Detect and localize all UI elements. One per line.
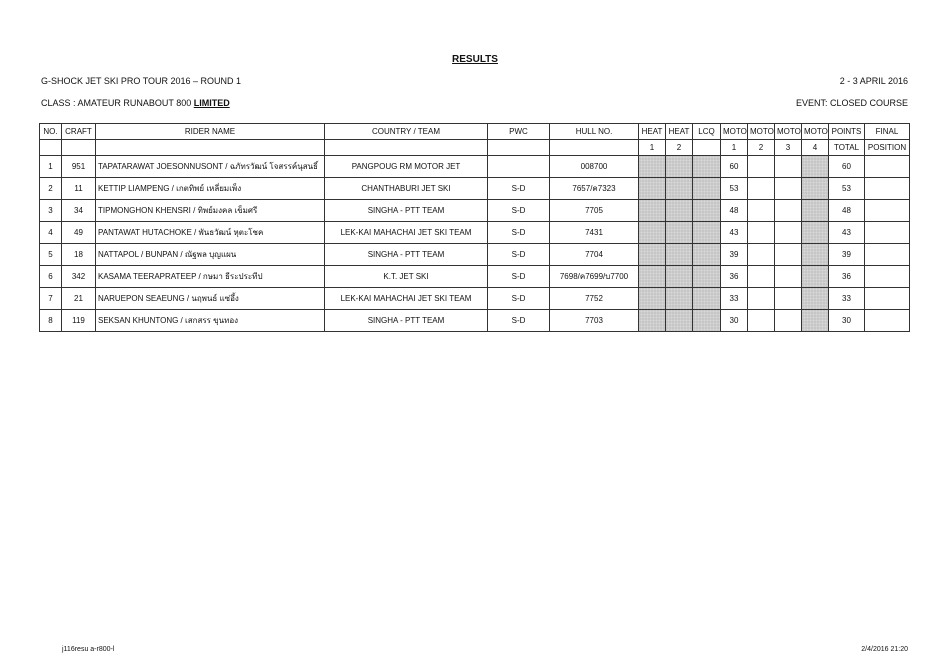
cell-rider: NARUEPON SEAEUNG / นฤพนธ์ แซ่อึ้ง: [96, 288, 325, 310]
cell-moto2: [748, 288, 775, 310]
col-header-country-team-sub: [325, 140, 488, 156]
col-header-craft: CRAFT: [62, 124, 96, 140]
col-header-moto-3-sub: 3: [775, 140, 802, 156]
col-header-moto-4: MOTO: [802, 124, 829, 140]
cell-heat2: [666, 266, 693, 288]
cell-moto2: [748, 178, 775, 200]
cell-no: 3: [40, 200, 62, 222]
cell-points: 48: [829, 200, 865, 222]
results-title: RESULTS: [452, 54, 498, 65]
cell-moto4: [802, 178, 829, 200]
cell-craft: 18: [62, 244, 96, 266]
col-header-no: NO.: [40, 124, 62, 140]
col-header-moto-2-sub: 2: [748, 140, 775, 156]
cell-hull: 7704: [550, 244, 639, 266]
cell-moto1: 43: [721, 222, 748, 244]
cell-final: [865, 178, 910, 200]
cell-final: [865, 156, 910, 178]
col-header-craft-sub: [62, 140, 96, 156]
cell-points: 30: [829, 310, 865, 332]
col-header-hull-no: HULL NO.: [550, 124, 639, 140]
cell-heat1: [639, 288, 666, 310]
cell-craft: 21: [62, 288, 96, 310]
col-header-rider-name-sub: [96, 140, 325, 156]
cell-heat1: [639, 200, 666, 222]
cell-craft: 11: [62, 178, 96, 200]
cell-team: LEK-KAI MAHACHAI JET SKI TEAM: [325, 222, 488, 244]
cell-hull: 7752: [550, 288, 639, 310]
cell-heat1: [639, 244, 666, 266]
cell-moto2: [748, 200, 775, 222]
table-row: [40, 156, 910, 178]
cell-rider: PANTAWAT HUTACHOKE / พันธวัฒน์ หุตะโชค: [96, 222, 325, 244]
cell-heat1: [639, 178, 666, 200]
cell-moto1: 30: [721, 310, 748, 332]
cell-no: 4: [40, 222, 62, 244]
cell-pwc: S-D: [488, 200, 550, 222]
cell-rider: TIPMONGHON KHENSRI / ทิพย์มงคล เข็มศรี: [96, 200, 325, 222]
cell-moto4: [802, 156, 829, 178]
cell-points: 33: [829, 288, 865, 310]
cell-heat1: [639, 310, 666, 332]
col-header-pwc-sub: [488, 140, 550, 156]
results-table: [39, 123, 910, 332]
table-row: [40, 222, 910, 244]
cell-moto1: 33: [721, 288, 748, 310]
cell-final: [865, 288, 910, 310]
cell-craft: 119: [62, 310, 96, 332]
cell-heat2: [666, 178, 693, 200]
table-row: [40, 200, 910, 222]
cell-points: 43: [829, 222, 865, 244]
cell-moto4: [802, 222, 829, 244]
cell-hull: 7657/ค7323: [550, 178, 639, 200]
cell-lcq: [693, 244, 721, 266]
cell-lcq: [693, 310, 721, 332]
cell-craft: 951: [62, 156, 96, 178]
cell-moto1: 53: [721, 178, 748, 200]
col-header-final-position: FINAL: [865, 124, 910, 140]
cell-heat2: [666, 200, 693, 222]
cell-no: 8: [40, 310, 62, 332]
cell-final: [865, 266, 910, 288]
header-row-1: [40, 124, 910, 140]
race-class: [41, 98, 230, 108]
col-header-moto-4-sub: 4: [802, 140, 829, 156]
cell-moto3: [775, 310, 802, 332]
col-header-moto-2: MOTO: [748, 124, 775, 140]
col-header-heat-2-sub: 2: [666, 140, 693, 156]
cell-lcq: [693, 178, 721, 200]
cell-hull: 7705: [550, 200, 639, 222]
footer-file: j116resu a-r800-l: [62, 646, 115, 653]
cell-heat1: [639, 156, 666, 178]
col-header-pwc: PWC: [488, 124, 550, 140]
col-header-moto-1: MOTO: [721, 124, 748, 140]
cell-pwc: [488, 156, 550, 178]
cell-moto4: [802, 288, 829, 310]
table-row: [40, 288, 910, 310]
cell-moto1: 48: [721, 200, 748, 222]
cell-heat2: [666, 288, 693, 310]
col-header-heat-1: HEAT: [639, 124, 666, 140]
cell-final: [865, 200, 910, 222]
col-header-rider-name: RIDER NAME: [96, 124, 325, 140]
cell-hull: 008700: [550, 156, 639, 178]
col-header-heat-2: HEAT: [666, 124, 693, 140]
cell-lcq: [693, 266, 721, 288]
col-header-hull-no-sub: [550, 140, 639, 156]
cell-moto3: [775, 156, 802, 178]
cell-team: SINGHA - PTT TEAM: [325, 200, 488, 222]
cell-pwc: S-D: [488, 244, 550, 266]
col-header-lcq: LCQ: [693, 124, 721, 140]
cell-rider: SEKSAN KHUNTONG / เสกสรร ขุนทอง: [96, 310, 325, 332]
cell-moto1: 36: [721, 266, 748, 288]
cell-no: 1: [40, 156, 62, 178]
race-class-limited: LIMITED: [193, 98, 230, 108]
cell-craft: 342: [62, 266, 96, 288]
cell-pwc: S-D: [488, 266, 550, 288]
cell-points: 53: [829, 178, 865, 200]
col-header-lcq-sub: [693, 140, 721, 156]
cell-heat1: [639, 222, 666, 244]
cell-moto4: [802, 310, 829, 332]
table-header: [40, 124, 910, 156]
col-header-moto-1-sub: 1: [721, 140, 748, 156]
cell-moto2: [748, 266, 775, 288]
cell-moto3: [775, 178, 802, 200]
cell-moto3: [775, 288, 802, 310]
cell-hull: 7431: [550, 222, 639, 244]
col-header-points-total: POINTS: [829, 124, 865, 140]
cell-moto3: [775, 266, 802, 288]
col-header-heat-1-sub: 1: [639, 140, 666, 156]
cell-moto2: [748, 222, 775, 244]
cell-moto1: 39: [721, 244, 748, 266]
cell-hull: 7703: [550, 310, 639, 332]
cell-moto2: [748, 244, 775, 266]
table-row: [40, 310, 910, 332]
cell-final: [865, 244, 910, 266]
cell-team: SINGHA - PTT TEAM: [325, 310, 488, 332]
table-row: [40, 244, 910, 266]
table-row: [40, 266, 910, 288]
cell-points: 60: [829, 156, 865, 178]
cell-pwc: S-D: [488, 178, 550, 200]
cell-heat2: [666, 156, 693, 178]
table-body: [40, 156, 910, 332]
event-name: G-SHOCK JET SKI PRO TOUR 2016 – ROUND 1: [41, 76, 242, 86]
cell-no: 5: [40, 244, 62, 266]
footer-timestamp: 2/4/2016 21:20: [861, 646, 908, 653]
cell-rider: KASAMA TEERAPRATEEP / กษมา ธีระประทีป: [96, 266, 325, 288]
cell-lcq: [693, 200, 721, 222]
cell-pwc: S-D: [488, 310, 550, 332]
cell-moto3: [775, 200, 802, 222]
cell-heat2: [666, 222, 693, 244]
cell-points: 36: [829, 266, 865, 288]
cell-hull: 7698/ค7699/บ7700: [550, 266, 639, 288]
cell-moto4: [802, 200, 829, 222]
cell-rider: TAPATARAWAT JOESONNUSONT / ฉภัทรวัฒน์ โจสรรค์นุสนธิ์: [96, 156, 325, 178]
col-header-moto-3: MOTO: [775, 124, 802, 140]
cell-final: [865, 222, 910, 244]
cell-moto3: [775, 222, 802, 244]
cell-moto3: [775, 244, 802, 266]
cell-moto2: [748, 156, 775, 178]
cell-rider: NATTAPOL / BUNPAN / ณัฐพล บุญแผน: [96, 244, 325, 266]
event-type: EVENT: CLOSED COURSE: [795, 98, 908, 108]
cell-team: SINGHA - PTT TEAM: [325, 244, 488, 266]
event-date: 2 - 3 APRIL 2016: [839, 76, 908, 86]
cell-pwc: S-D: [488, 288, 550, 310]
col-header-country-team: COUNTRY / TEAM: [325, 124, 488, 140]
cell-team: K.T. JET SKI: [325, 266, 488, 288]
cell-lcq: [693, 156, 721, 178]
col-header-no-sub: [40, 140, 62, 156]
header-row-2: [40, 140, 910, 156]
cell-moto4: [802, 266, 829, 288]
cell-points: 39: [829, 244, 865, 266]
cell-no: 2: [40, 178, 62, 200]
cell-moto1: 60: [721, 156, 748, 178]
cell-team: PANGPOUG RM MOTOR JET: [325, 156, 488, 178]
cell-heat1: [639, 266, 666, 288]
cell-moto4: [802, 244, 829, 266]
cell-team: CHANTHABURI JET SKI: [325, 178, 488, 200]
cell-lcq: [693, 222, 721, 244]
cell-team: LEK-KAI MAHACHAI JET SKI TEAM: [325, 288, 488, 310]
cell-rider: KETTIP LIAMPENG / เกตทิพย์ เหลี่ยมเพ็ง: [96, 178, 325, 200]
cell-lcq: [693, 288, 721, 310]
cell-craft: 34: [62, 200, 96, 222]
cell-no: 6: [40, 266, 62, 288]
cell-craft: 49: [62, 222, 96, 244]
table-row: [40, 178, 910, 200]
cell-no: 7: [40, 288, 62, 310]
cell-pwc: S-D: [488, 222, 550, 244]
cell-heat2: [666, 310, 693, 332]
race-class-label: CLASS : AMATEUR RUNABOUT 800: [41, 98, 194, 108]
col-header-points-total-sub: TOTAL: [829, 140, 865, 156]
cell-heat2: [666, 244, 693, 266]
cell-final: [865, 310, 910, 332]
cell-moto2: [748, 310, 775, 332]
col-header-final-position-sub: POSITION: [865, 140, 910, 156]
